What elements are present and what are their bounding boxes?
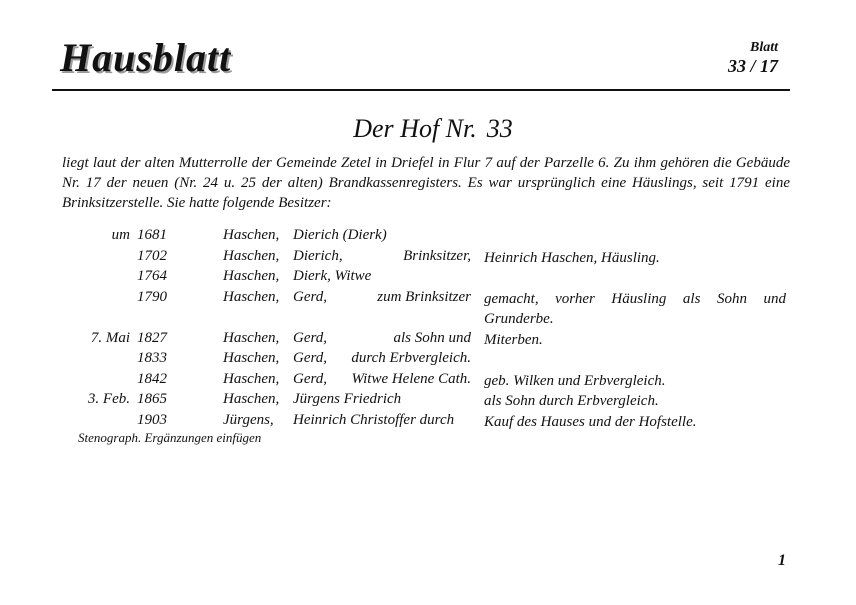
owner-row bbox=[60, 371, 790, 392]
owner-surname: Haschen, bbox=[223, 370, 280, 387]
owner-year: 1681 bbox=[137, 227, 167, 243]
owner-given-name: Gerd, bbox=[293, 350, 328, 366]
owner-remark: als Sohn durch Erbvergleich. bbox=[484, 393, 659, 409]
owner-given-name: Dierk, Witwe bbox=[293, 268, 372, 284]
owner-date-prefix: um bbox=[111, 227, 130, 243]
owner-remark: Heinrich Haschen, Häusling. bbox=[484, 249, 660, 266]
owner-year: 1903 bbox=[137, 411, 167, 428]
owner-year: 1702 bbox=[137, 247, 167, 264]
owner-surname: Haschen, bbox=[223, 247, 280, 264]
owner-surname: Jürgens, bbox=[223, 411, 274, 428]
sheet-label: Blatt bbox=[749, 40, 778, 55]
owner-given-name: Gerd, bbox=[293, 329, 328, 346]
owner-status: als Sohn und bbox=[393, 329, 471, 346]
owner-status: durch Erbvergleich. bbox=[351, 350, 471, 366]
owner-date-prefix: 7. Mai bbox=[90, 329, 130, 346]
owner-given-name: Heinrich Christoffer durch bbox=[293, 411, 455, 428]
page-title bbox=[0, 114, 856, 144]
title-prefix: Der Hof Nr. bbox=[353, 114, 477, 143]
owner-date-prefix: 3. Feb. bbox=[87, 391, 130, 407]
owner-surname: Haschen, bbox=[223, 268, 280, 284]
owner-row bbox=[60, 248, 790, 269]
owner-surname: Haschen, bbox=[223, 391, 280, 407]
page-number: 1 bbox=[778, 552, 786, 569]
owner-surname: Haschen, bbox=[223, 350, 280, 366]
owner-row bbox=[60, 227, 790, 248]
owner-given-name: Jürgens Friedrich bbox=[293, 391, 402, 407]
owner-year: 1842 bbox=[137, 370, 167, 387]
owner-surname: Haschen, bbox=[223, 227, 280, 243]
owner-status: Brinksitzer, bbox=[403, 247, 471, 264]
sheet-reference bbox=[728, 40, 778, 77]
header-divider bbox=[52, 89, 790, 91]
owner-year: 1764 bbox=[137, 268, 167, 284]
owner-year: 1827 bbox=[137, 329, 167, 346]
intro-paragraph: liegt laut der alten Mutterrolle der Gemeinde Zetel in Driefel in Flur 7 auf der Parzelle 6. Zu ihm gehören die Gebäude Nr. 17 der neuen (Nr. 24 u. 25 der alten) Brandkassenregisters. Es war ursprünglich eine Häuslings, seit 1791 eine Brinksitzerstelle. Sie hatte folgende Besitzer: bbox=[62, 155, 790, 211]
owner-status: Witwe Helene Cath. bbox=[351, 370, 471, 387]
owner-year: 1865 bbox=[137, 391, 167, 407]
owner-surname: Haschen, bbox=[223, 288, 280, 305]
owner-surname: Haschen, bbox=[223, 329, 280, 346]
editor-note: Stenograph. Ergänzungen einfügen bbox=[78, 430, 262, 445]
owner-given-name: Dierich (Dierk) bbox=[293, 227, 387, 243]
owner-status: zum Brinksitzer bbox=[377, 288, 471, 305]
owner-year: 1833 bbox=[137, 350, 167, 366]
owner-row bbox=[60, 330, 790, 351]
owners-list bbox=[60, 227, 790, 432]
owner-remark: Kauf des Hauses und der Hofstelle. bbox=[484, 413, 697, 430]
owner-remark: gemacht, vorher Häusling als Sohn und Grunderbe. bbox=[484, 290, 786, 327]
owner-year: 1790 bbox=[137, 288, 167, 305]
owner-row bbox=[60, 289, 790, 330]
owner-row bbox=[60, 350, 790, 371]
owner-given-name: Gerd, bbox=[293, 288, 328, 305]
owner-given-name: Gerd, bbox=[293, 370, 328, 387]
owner-given-name: Dierich, bbox=[293, 247, 343, 264]
sheet-number: 33 / 17 bbox=[727, 56, 778, 76]
owner-row bbox=[60, 412, 790, 433]
owner-row bbox=[60, 391, 790, 412]
owner-remark: geb. Wilken und Erbvergleich. bbox=[484, 372, 666, 389]
brand-title: Hausblatt bbox=[60, 35, 232, 80]
owner-remark: Miterben. bbox=[484, 331, 543, 348]
title-number: 33 bbox=[486, 114, 513, 143]
owner-row bbox=[60, 268, 790, 289]
